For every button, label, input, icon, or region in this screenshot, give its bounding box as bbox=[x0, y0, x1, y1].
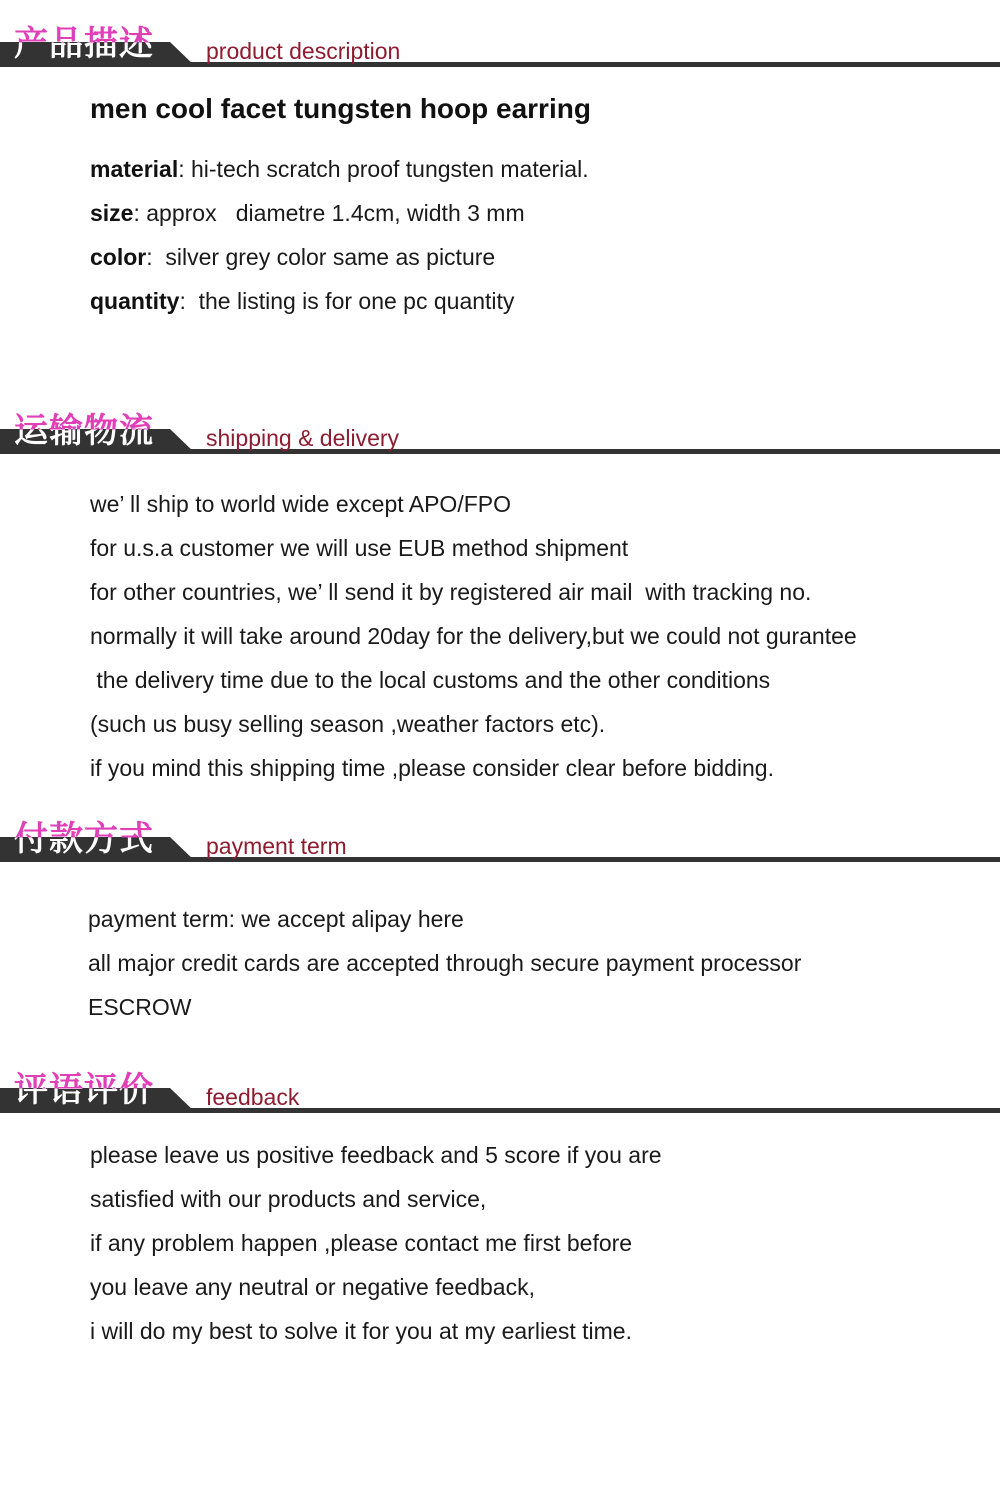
section-header-product-description bbox=[0, 22, 1000, 68]
section-title-cn: 产品描述 bbox=[14, 20, 154, 68]
spec-quantity bbox=[90, 279, 589, 323]
section-title-en: payment term bbox=[206, 833, 347, 859]
feedback-line: if any problem happen ,please contact me first before bbox=[90, 1230, 633, 1256]
spec-material bbox=[90, 147, 589, 191]
section-header-feedback bbox=[0, 1068, 1000, 1114]
spec-label: color bbox=[90, 244, 147, 270]
section-header-payment bbox=[0, 817, 1000, 863]
shipping-line: the delivery time due to the local customs and the other conditions bbox=[90, 667, 771, 693]
section-title-en: feedback bbox=[206, 1084, 300, 1110]
section-title-en: shipping & delivery bbox=[206, 425, 400, 451]
spec-color bbox=[90, 235, 589, 279]
shipping-text bbox=[90, 482, 857, 790]
spec-label: size bbox=[90, 200, 134, 226]
feedback-line: i will do my best to solve it for you at my earliest time. bbox=[90, 1318, 632, 1344]
spec-label: quantity bbox=[90, 288, 180, 314]
shipping-line: we’ ll ship to world wide except APO/FPO bbox=[90, 491, 511, 517]
shipping-line: for u.s.a customer we will use EUB method shipment bbox=[90, 535, 629, 561]
spec-value: : the listing is for one pc quantity bbox=[179, 288, 515, 314]
product-name: men cool facet tungsten hoop earring bbox=[90, 93, 591, 124]
payment-line: all major credit cards are accepted through secure payment processor bbox=[88, 950, 802, 976]
section-title-cn: 付款方式 bbox=[14, 815, 154, 863]
spec-value: : silver grey color same as picture bbox=[146, 244, 496, 270]
product-specs bbox=[90, 147, 589, 323]
feedback-line: please leave us positive feedback and 5 score if you are bbox=[90, 1142, 662, 1168]
payment-line: ESCROW bbox=[88, 994, 192, 1020]
feedback-text bbox=[90, 1133, 662, 1353]
spec-size bbox=[90, 191, 589, 235]
payment-text bbox=[88, 897, 801, 1029]
spec-label: material bbox=[90, 156, 179, 182]
section-title-cn: 评语评价 bbox=[14, 1066, 154, 1114]
shipping-line: if you mind this shipping time ,please consider clear before bidding. bbox=[90, 755, 774, 781]
feedback-line: you leave any neutral or negative feedback, bbox=[90, 1274, 535, 1300]
spec-value: : approx diametre 1.4cm, width 3 mm bbox=[133, 200, 525, 226]
shipping-line: for other countries, we’ ll send it by registered air mail with tracking no. bbox=[90, 579, 812, 605]
section-title-en: product description bbox=[206, 38, 401, 64]
feedback-line: satisfied with our products and service, bbox=[90, 1186, 487, 1212]
section-header-shipping bbox=[0, 409, 1000, 455]
spec-value: : hi-tech scratch proof tungsten material. bbox=[178, 156, 589, 182]
shipping-line: (such us busy selling season ,weather factors etc). bbox=[90, 711, 606, 737]
shipping-line: normally it will take around 20day for the delivery,but we could not gurantee bbox=[90, 623, 857, 649]
section-title-cn: 运输物流 bbox=[14, 407, 154, 455]
payment-line: payment term: we accept alipay here bbox=[88, 906, 464, 932]
